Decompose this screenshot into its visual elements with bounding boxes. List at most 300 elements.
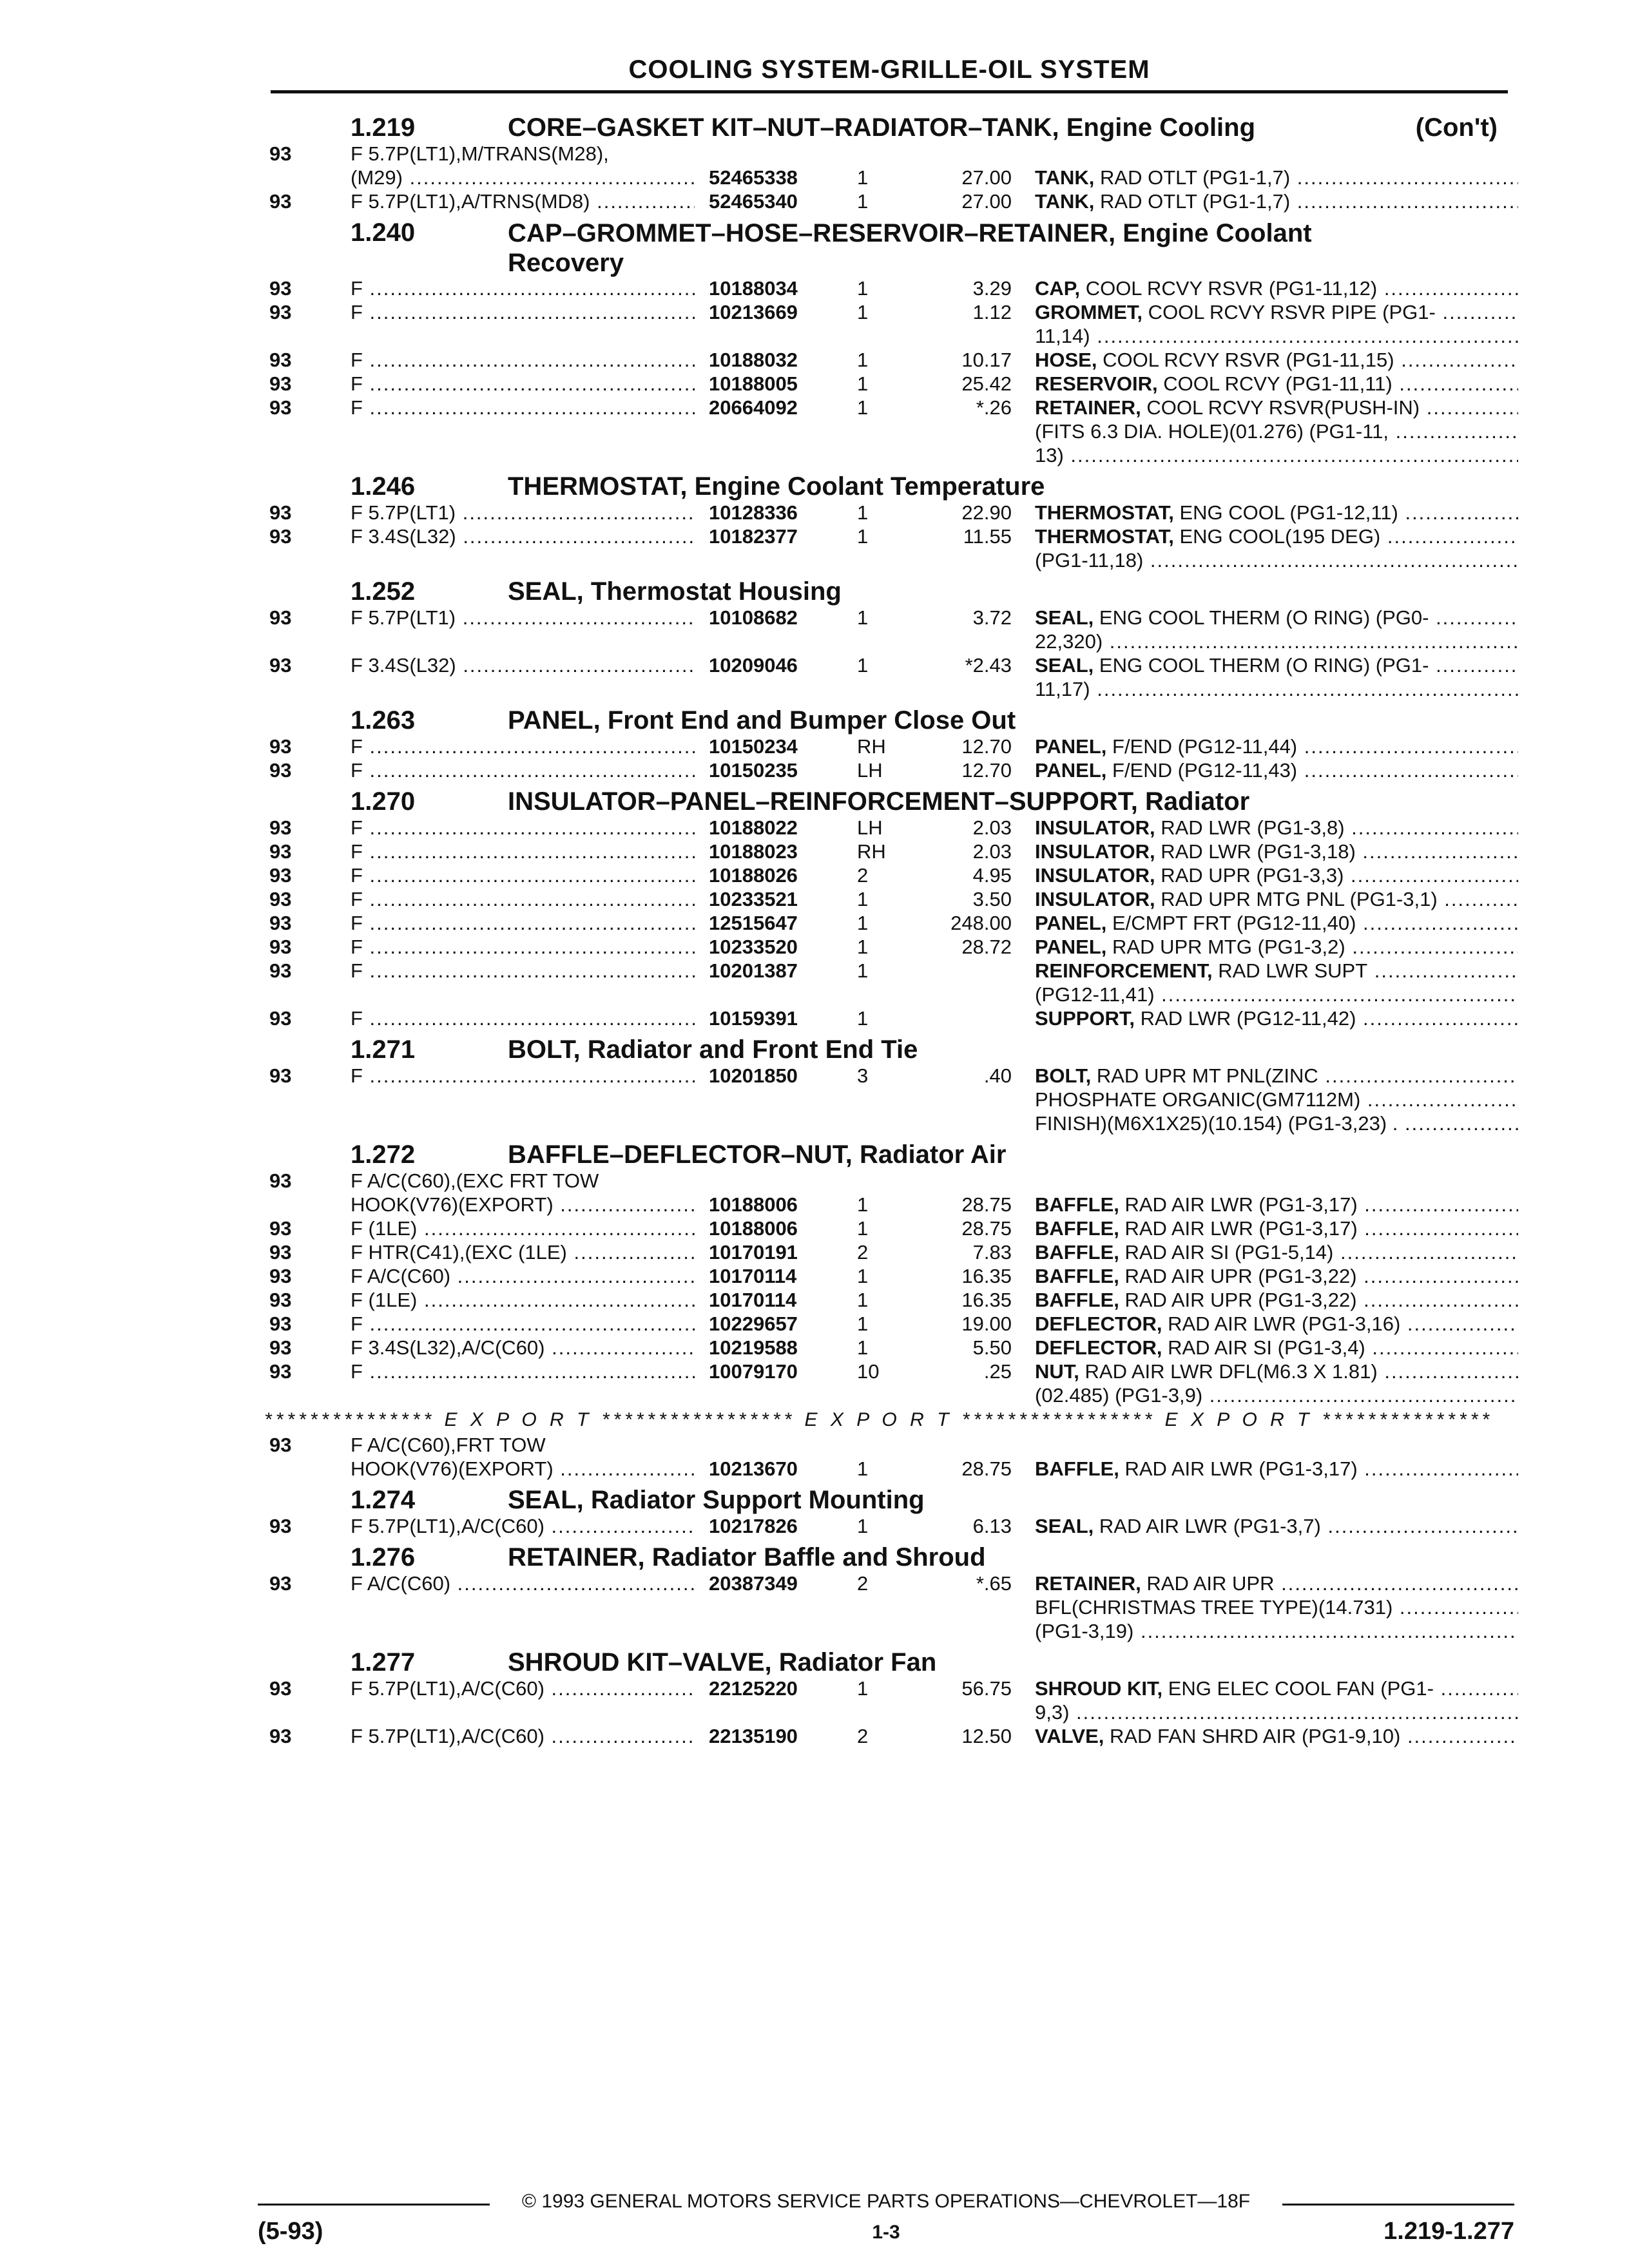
- export-banner: [264, 1407, 1521, 1433]
- description-head: RESERVOIR,: [1035, 372, 1158, 395]
- part-row: [264, 887, 1521, 911]
- description-head: RETAINER,: [1035, 396, 1141, 419]
- description: [1035, 1360, 1518, 1383]
- description: [1035, 1724, 1518, 1748]
- application: F .....: [351, 1006, 695, 1030]
- description-head: INSULATOR,: [1035, 864, 1155, 887]
- description: [1035, 1677, 1518, 1700]
- part-number: 52465338: [709, 166, 798, 189]
- part-row: [264, 348, 1521, 372]
- quantity: 2: [857, 1241, 869, 1264]
- description: [1035, 1619, 1518, 1643]
- quantity: 1: [857, 1515, 869, 1537]
- description: [1035, 911, 1518, 935]
- description-text: RAD AIR LWR (PG1-3,7): [1094, 1515, 1321, 1537]
- description-text: COOL RCVY (PG1-11,11): [1157, 372, 1393, 395]
- quantity: 1: [857, 396, 869, 419]
- description-text: (FITS 6.3 DIA. HOLE)(01.276) (PG1-11,: [1035, 420, 1389, 443]
- description-head: DEFLECTOR,: [1035, 1336, 1162, 1359]
- part-row: [264, 758, 1521, 782]
- quantity: 1: [857, 372, 869, 395]
- part-number: 10219588: [709, 1336, 798, 1359]
- description-head: BAFFLE,: [1035, 1193, 1119, 1216]
- description-text: (PG12-11,41): [1035, 983, 1155, 1006]
- description: [1035, 935, 1518, 959]
- price: 3.29: [972, 277, 1012, 300]
- quantity: 1: [857, 959, 869, 982]
- model-year: 93: [269, 349, 292, 371]
- description: [1035, 863, 1518, 887]
- description-head: PANEL,: [1035, 912, 1107, 934]
- price: 28.75: [961, 1193, 1012, 1216]
- part-number: 20387349: [709, 1572, 798, 1595]
- application: F .....: [351, 816, 695, 840]
- description-text: RAD UPR (PG1-3,3): [1155, 864, 1344, 887]
- quantity: 1: [857, 936, 869, 958]
- description-head: CAP,: [1035, 277, 1081, 300]
- part-number: 22135190: [709, 1725, 798, 1747]
- part-number: 10182377: [709, 525, 798, 548]
- description: [1035, 983, 1518, 1006]
- description: [1035, 548, 1518, 572]
- description-text: COOL RCVY RSVR(PUSH-IN): [1141, 396, 1420, 419]
- application: F .....: [351, 935, 695, 959]
- price: *.26: [976, 396, 1012, 419]
- description: [1035, 653, 1518, 677]
- model-year: 93: [269, 1312, 292, 1335]
- description-text: E/CMPT FRT (PG12-11,40): [1106, 912, 1356, 934]
- description-head: RETAINER,: [1035, 1572, 1141, 1595]
- description: [1035, 1006, 1518, 1030]
- part-number: 10170191: [709, 1241, 798, 1264]
- part-number: 10150235: [709, 759, 798, 782]
- description: [1035, 1457, 1518, 1481]
- description-head: NUT,: [1035, 1360, 1079, 1383]
- application: F 3.4S(L32),A/C(C60) .....: [351, 1336, 695, 1360]
- model-year: 93: [269, 1360, 292, 1383]
- continued-label: (Con't): [1415, 113, 1498, 142]
- part-row: [264, 1064, 1521, 1088]
- application: F HTR(C41),(EXC (1LE) .....: [351, 1240, 695, 1264]
- price: 16.35: [961, 1289, 1012, 1311]
- description-head: TANK,: [1035, 190, 1095, 213]
- part-row: [264, 735, 1521, 758]
- model-year: 93: [269, 372, 292, 395]
- part-number: 10209046: [709, 654, 798, 677]
- application: F .....: [351, 372, 695, 396]
- page-footer: [258, 2184, 1514, 2262]
- section-heading: [264, 1033, 1521, 1064]
- part-row: [264, 1724, 1521, 1748]
- price: 6.13: [972, 1515, 1012, 1537]
- description-text: RAD UPR MTG (PG1-3,2): [1106, 936, 1345, 958]
- application: F .....: [351, 276, 695, 300]
- part-row: [264, 1360, 1521, 1383]
- description-text: RAD AIR LWR (PG1-3,17): [1119, 1457, 1358, 1480]
- part-row: [264, 1088, 1521, 1111]
- description: [1035, 1288, 1518, 1312]
- quantity: 2: [857, 1572, 869, 1595]
- page-header: [271, 54, 1508, 91]
- description-text: 22,320): [1035, 630, 1103, 653]
- section-heading: [264, 216, 1521, 276]
- footer-page-number: 1-3: [872, 2222, 900, 2243]
- quantity: 1: [857, 1289, 869, 1311]
- part-row: [264, 935, 1521, 959]
- quantity: 1: [857, 1007, 869, 1030]
- header-rule: [271, 90, 1508, 93]
- quantity: 1: [857, 912, 869, 934]
- part-number: 10233520: [709, 936, 798, 958]
- quantity: 1: [857, 166, 869, 189]
- part-row: [264, 396, 1521, 419]
- model-year: 93: [269, 396, 292, 419]
- description-head: PANEL,: [1035, 735, 1107, 758]
- section-number: 1.277: [351, 1648, 416, 1677]
- description-text: RAD AIR SI (PG1-3,4): [1162, 1336, 1365, 1359]
- price: 2.03: [972, 816, 1012, 839]
- description-head: REINFORCEMENT,: [1035, 959, 1213, 982]
- quantity: RH: [857, 840, 886, 863]
- model-year: 93: [269, 735, 292, 758]
- description: [1035, 1216, 1518, 1240]
- quantity: 10: [857, 1360, 880, 1383]
- footer-rule-right: [1282, 2204, 1514, 2206]
- part-number: 10188023: [709, 840, 798, 863]
- description: [1035, 1336, 1518, 1360]
- section-number: 1.246: [351, 472, 416, 501]
- quantity: LH: [857, 759, 883, 782]
- quantity: RH: [857, 735, 886, 758]
- description-head: THERMOSTAT,: [1035, 501, 1174, 524]
- section-number: 1.219: [351, 113, 416, 142]
- section-heading: [264, 111, 1521, 142]
- part-row: [264, 300, 1521, 324]
- price: .25: [983, 1360, 1012, 1383]
- section-title: CAP–GROMMET–HOSE–RESERVOIR–RETAINER, Engine Coolant Recovery: [508, 219, 1312, 277]
- section-title: CORE–GASKET KIT–NUT–RADIATOR–TANK, Engine Cooling: [508, 113, 1256, 142]
- application: HOOK(V76)(EXPORT) .....: [351, 1193, 695, 1216]
- price: 3.72: [972, 606, 1012, 629]
- export-banner-text: *************** E X P O R T ***************** E X P O R T ***************** E X P O R T ***************: [264, 1409, 1493, 1430]
- description-text: 13): [1035, 444, 1064, 466]
- description: [1035, 166, 1518, 189]
- model-year: 93: [269, 501, 292, 524]
- price: 22.90: [961, 501, 1012, 524]
- description: [1035, 276, 1518, 300]
- quantity: 1: [857, 501, 869, 524]
- part-row: [264, 1336, 1521, 1360]
- price: 1.12: [972, 301, 1012, 323]
- section-heading: [264, 1646, 1521, 1677]
- application: F A/C(C60),FRT TOW: [351, 1434, 546, 1456]
- model-year: 93: [269, 1064, 292, 1087]
- description-text: RAD LWR (PG12-11,42): [1135, 1007, 1356, 1030]
- application: HOOK(V76)(EXPORT) .....: [351, 1457, 695, 1481]
- description: [1035, 1312, 1518, 1336]
- section-number: 1.271: [351, 1035, 416, 1064]
- description-text: RAD UPR MTG PNL (PG1-3,1): [1155, 888, 1438, 910]
- application: F .....: [351, 300, 695, 324]
- quantity: LH: [857, 816, 883, 839]
- model-year: 93: [269, 1572, 292, 1595]
- application: F .....: [351, 1064, 695, 1088]
- section-heading: [264, 704, 1521, 735]
- description-head: SEAL,: [1035, 1515, 1094, 1537]
- application: F 5.7P(LT1),A/C(C60) .....: [351, 1514, 695, 1538]
- model-year: 93: [269, 277, 292, 300]
- quantity: 1: [857, 1312, 869, 1335]
- part-row: [264, 1169, 1521, 1193]
- application: F A/C(C60) .....: [351, 1264, 695, 1288]
- quantity: 1: [857, 1336, 869, 1359]
- application: F (1LE) .....: [351, 1288, 695, 1312]
- description-head: HOSE,: [1035, 349, 1097, 371]
- part-number: 10170114: [709, 1289, 797, 1311]
- model-year: 93: [269, 142, 292, 165]
- part-number: 10128336: [709, 501, 798, 524]
- part-row: [264, 677, 1521, 701]
- quantity: 1: [857, 1265, 869, 1287]
- quantity: 1: [857, 1193, 869, 1216]
- description-text: ENG COOL (PG1-12,11): [1173, 501, 1398, 524]
- description-text: 11,14): [1035, 325, 1090, 347]
- model-year: 93: [269, 1169, 292, 1192]
- part-number: 10217826: [709, 1515, 798, 1537]
- part-row: [264, 1619, 1521, 1643]
- application: F .....: [351, 348, 695, 372]
- model-year: 93: [269, 190, 292, 213]
- description: [1035, 1064, 1518, 1088]
- description-head: GROMMET,: [1035, 301, 1143, 323]
- description-text: F/END (PG12-11,44): [1106, 735, 1298, 758]
- part-row: [264, 959, 1521, 983]
- model-year: 93: [269, 1241, 292, 1264]
- description-text: 9,3): [1035, 1701, 1070, 1724]
- description-text: (02.485) (PG1-3,9): [1035, 1384, 1203, 1407]
- part-number: 12515647: [709, 912, 798, 934]
- part-row: [264, 1433, 1521, 1457]
- part-row: [264, 863, 1521, 887]
- application: F .....: [351, 758, 695, 782]
- description: [1035, 524, 1518, 548]
- part-number: 10150234: [709, 735, 798, 758]
- description-text: (PG1-11,18): [1035, 549, 1144, 572]
- part-row: [264, 548, 1521, 572]
- quantity: 1: [857, 888, 869, 910]
- price: .40: [983, 1064, 1012, 1087]
- part-number: 52465340: [709, 190, 798, 213]
- description-text: RAD LWR (PG1-3,18): [1155, 840, 1356, 863]
- part-row: [264, 1193, 1521, 1216]
- description-text: RAD AIR LWR (PG1-3,17): [1119, 1193, 1358, 1216]
- description-text: RAD FAN SHRD AIR (PG1-9,10): [1104, 1725, 1401, 1747]
- part-number: 22125220: [709, 1677, 798, 1700]
- application: F .....: [351, 396, 695, 419]
- description-text: (PG1-3,19): [1035, 1620, 1134, 1642]
- part-number: 10201387: [709, 959, 798, 982]
- description-head: THERMOSTAT,: [1035, 525, 1174, 548]
- price: 28.75: [961, 1457, 1012, 1480]
- quantity: 1: [857, 277, 869, 300]
- part-row: [264, 983, 1521, 1006]
- part-row: [264, 840, 1521, 863]
- description: [1035, 1088, 1518, 1111]
- model-year: 93: [269, 1336, 292, 1359]
- part-number: 10188005: [709, 372, 798, 395]
- price: 12.70: [961, 735, 1012, 758]
- quantity: 1: [857, 349, 869, 371]
- price: 12.70: [961, 759, 1012, 782]
- description-text: RAD AIR UPR: [1141, 1572, 1275, 1595]
- description-text: RAD LWR (PG1-3,8): [1155, 816, 1345, 839]
- part-row: [264, 276, 1521, 300]
- part-number: 10188026: [709, 864, 798, 887]
- quantity: 1: [857, 654, 869, 677]
- price: 28.75: [961, 1217, 1012, 1240]
- price: 248.00: [950, 912, 1012, 934]
- description: [1035, 677, 1518, 701]
- application: F .....: [351, 1312, 695, 1336]
- application: F 5.7P(LT1) .....: [351, 606, 695, 629]
- description-head: BAFFLE,: [1035, 1217, 1119, 1240]
- model-year: 93: [269, 840, 292, 863]
- footer-date: (5-93): [258, 2218, 323, 2245]
- part-row: [264, 419, 1521, 443]
- description-head: SUPPORT,: [1035, 1007, 1135, 1030]
- section-title: BOLT, Radiator and Front End Tie: [508, 1035, 918, 1064]
- price: 27.00: [961, 190, 1012, 213]
- part-row: [264, 524, 1521, 548]
- description-text: ENG ELEC COOL FAN (PG1-: [1162, 1677, 1434, 1700]
- description-head: VALVE,: [1035, 1725, 1104, 1747]
- price: 5.50: [972, 1336, 1012, 1359]
- price: 4.95: [972, 864, 1012, 887]
- description-head: SEAL,: [1035, 654, 1094, 677]
- part-number: 10188034: [709, 277, 798, 300]
- section-number: 1.252: [351, 577, 416, 606]
- application: F A/C(C60),(EXC FRT TOW: [351, 1169, 599, 1192]
- quantity: 2: [857, 1725, 869, 1747]
- section-title: THERMOSTAT, Engine Coolant Temperature: [508, 472, 1045, 501]
- section-heading: [264, 785, 1521, 816]
- part-row: [264, 443, 1521, 467]
- application: F .....: [351, 735, 695, 758]
- price: 12.50: [961, 1725, 1012, 1747]
- quantity: 1: [857, 301, 869, 323]
- model-year: 93: [269, 1725, 292, 1747]
- price: 56.75: [961, 1677, 1012, 1700]
- model-year: 93: [269, 301, 292, 323]
- section-title: SEAL, Thermostat Housing: [508, 577, 842, 606]
- description: [1035, 1595, 1518, 1619]
- description-head: INSULATOR,: [1035, 888, 1155, 910]
- part-number: 10213670: [709, 1457, 798, 1480]
- description-text: F/END (PG12-11,43): [1106, 759, 1298, 782]
- model-year: 93: [269, 759, 292, 782]
- part-row: [264, 1006, 1521, 1030]
- part-row: [264, 142, 1521, 166]
- description-text: RAD AIR LWR DFL(M6.3 X 1.81): [1079, 1360, 1378, 1383]
- description-head: BAFFLE,: [1035, 1289, 1119, 1311]
- price: 27.00: [961, 166, 1012, 189]
- part-row: [264, 1677, 1521, 1700]
- quantity: 1: [857, 525, 869, 548]
- description-head: SEAL,: [1035, 606, 1094, 629]
- description: [1035, 189, 1518, 213]
- application: F 5.7P(LT1),A/C(C60) .....: [351, 1724, 695, 1748]
- description-head: INSULATOR,: [1035, 840, 1155, 863]
- description: [1035, 1383, 1518, 1407]
- description-text: RAD LWR SUPT: [1212, 959, 1368, 982]
- description-text: COOL RCVY RSVR PIPE (PG1-: [1142, 301, 1436, 323]
- section-number: 1.274: [351, 1486, 416, 1514]
- description: [1035, 1240, 1518, 1264]
- application: F .....: [351, 887, 695, 911]
- section-number: 1.272: [351, 1140, 416, 1169]
- part-number: 10079170: [709, 1360, 798, 1383]
- description-head: PANEL,: [1035, 936, 1107, 958]
- parts-listing: [264, 108, 1521, 1748]
- price: *.65: [976, 1572, 1012, 1595]
- application: F 5.7P(LT1),A/TRNS(MD8) .....: [351, 189, 695, 213]
- description: [1035, 735, 1518, 758]
- description: [1035, 1571, 1518, 1595]
- description: [1035, 396, 1518, 419]
- description: [1035, 324, 1518, 348]
- section-heading: [264, 1483, 1521, 1514]
- model-year: 93: [269, 1289, 292, 1311]
- section-number: 1.240: [351, 218, 416, 247]
- part-row: [264, 1457, 1521, 1481]
- part-row: [264, 1216, 1521, 1240]
- part-row: [264, 1264, 1521, 1288]
- part-row: [264, 629, 1521, 653]
- application: F .....: [351, 840, 695, 863]
- quantity: 3: [857, 1064, 869, 1087]
- description-text: RAD OTLT (PG1-1,7): [1094, 166, 1291, 189]
- model-year: 93: [269, 936, 292, 958]
- section-heading: [264, 575, 1521, 606]
- quantity: 1: [857, 1677, 869, 1700]
- part-number: 10188006: [709, 1193, 798, 1216]
- section-heading: [264, 470, 1521, 501]
- section-number: 1.270: [351, 787, 416, 816]
- description-text: COOL RCVY RSVR (PG1-11,15): [1097, 349, 1394, 371]
- model-year: 93: [269, 1217, 292, 1240]
- section-title: SHROUD KIT–VALVE, Radiator Fan: [508, 1648, 937, 1677]
- description-text: RAD AIR UPR (PG1-3,22): [1119, 1289, 1357, 1311]
- model-year: 93: [269, 816, 292, 839]
- description-text: FINISH)(M6X1X25)(10.154) (PG1-3,23) .: [1035, 1112, 1398, 1135]
- part-row: [264, 1240, 1521, 1264]
- model-year: 93: [269, 959, 292, 982]
- part-row: [264, 372, 1521, 396]
- part-number: 10233521: [709, 888, 798, 910]
- part-row: [264, 1595, 1521, 1619]
- part-row: [264, 1700, 1521, 1724]
- part-row: [264, 1514, 1521, 1538]
- part-row: [264, 166, 1521, 189]
- model-year: 93: [269, 888, 292, 910]
- description-head: PANEL,: [1035, 759, 1107, 782]
- description-text: PHOSPHATE ORGANIC(GM7112M): [1035, 1088, 1361, 1111]
- part-number: 10229657: [709, 1312, 798, 1335]
- description: [1035, 1700, 1518, 1724]
- description-text: ENG COOL(195 DEG): [1173, 525, 1381, 548]
- description-text: RAD AIR LWR (PG1-3,17): [1119, 1217, 1358, 1240]
- price: 10.17: [961, 349, 1012, 371]
